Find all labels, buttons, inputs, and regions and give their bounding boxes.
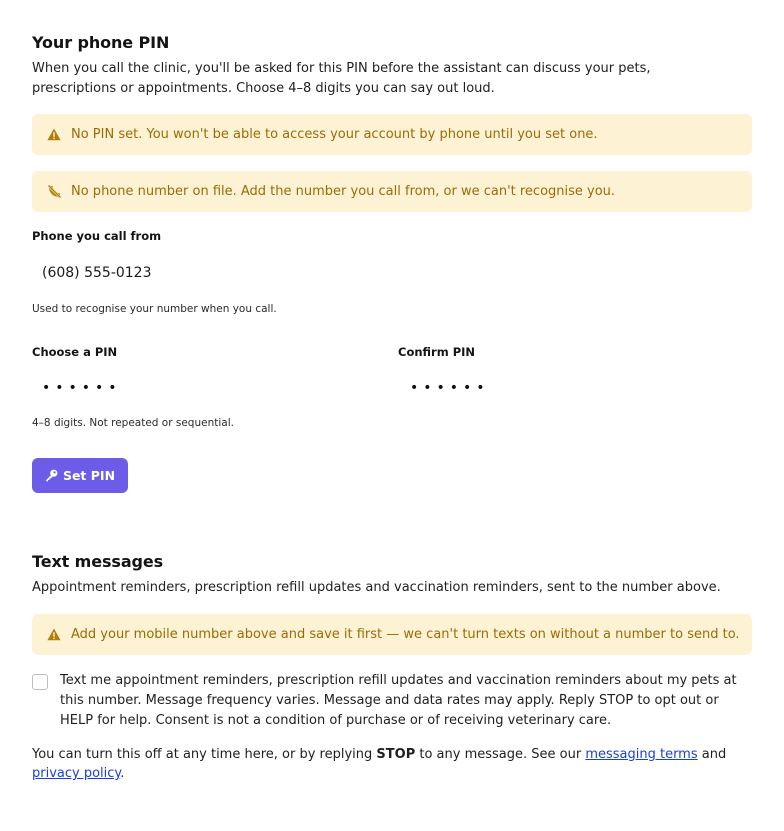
- alert-no-pin-text: No PIN set. You won't be able to access your account by phone until you set one.: [71, 127, 598, 142]
- footer-prefix: You can turn this off at any time here, or by replying: [32, 747, 377, 762]
- alert-no-pin: [32, 114, 752, 155]
- messaging-terms-link[interactable]: messaging terms: [585, 747, 698, 762]
- sms-section-title: Text messages: [32, 552, 164, 571]
- sms-consent-text: Text me appointment reminders, prescription refill updates and vaccination reminders about my pets at this number. Message frequency varies. Message and data rates may apply. Reply STOP to opt out or HELP for help. Consent is not a condition of purchase or of receiving veterinary care.: [60, 673, 737, 728]
- footer-middle: to any message. See our: [415, 747, 586, 762]
- pin-section-title: Your phone PIN: [32, 33, 170, 52]
- footer-and: and: [697, 747, 727, 762]
- key-icon: [45, 469, 58, 482]
- footer-end: .: [120, 766, 125, 781]
- sms-footer: [32, 745, 752, 783]
- confirm-pin-label: Confirm PIN: [398, 345, 476, 359]
- warning-triangle-icon: [46, 627, 62, 643]
- phone-input[interactable]: [32, 256, 372, 290]
- confirm-pin-input[interactable]: [400, 373, 700, 403]
- choose-pin-input[interactable]: [32, 373, 332, 403]
- choose-pin-label: Choose a PIN: [32, 345, 118, 359]
- footer-stop: STOP: [376, 747, 416, 762]
- sms-section-description: Appointment reminders, prescription refill updates and vaccination reminders, sent to the number above.: [32, 580, 721, 595]
- phone-hint: Used to recognise your number when you call.: [32, 303, 277, 315]
- phone-label: Phone you call from: [32, 229, 162, 243]
- alert-no-phone: [32, 171, 752, 212]
- warning-triangle-icon: [46, 127, 62, 143]
- set-pin-button[interactable]: [32, 458, 128, 493]
- set-pin-button-label: Set PIN: [62, 468, 116, 483]
- privacy-policy-link[interactable]: privacy policy: [32, 766, 121, 781]
- pin-section-description: When you call the clinic, you'll be asked for this PIN before the assistant can discuss your pets, prescriptions or appointments. Choose 4–8 digits you can say out loud.: [32, 61, 651, 96]
- alert-no-mobile-text: Add your mobile number above and save it first — we can't turn texts on without a number to send to.: [71, 627, 740, 642]
- alert-no-phone-text: No phone number on file. Add the number you call from, or we can't recognise you.: [71, 184, 616, 199]
- sms-consent-checkbox[interactable]: [32, 674, 48, 690]
- phone-slash-icon: [46, 184, 62, 200]
- pin-hint: 4–8 digits. Not repeated or sequential.: [32, 417, 234, 429]
- alert-no-mobile: [32, 614, 752, 655]
